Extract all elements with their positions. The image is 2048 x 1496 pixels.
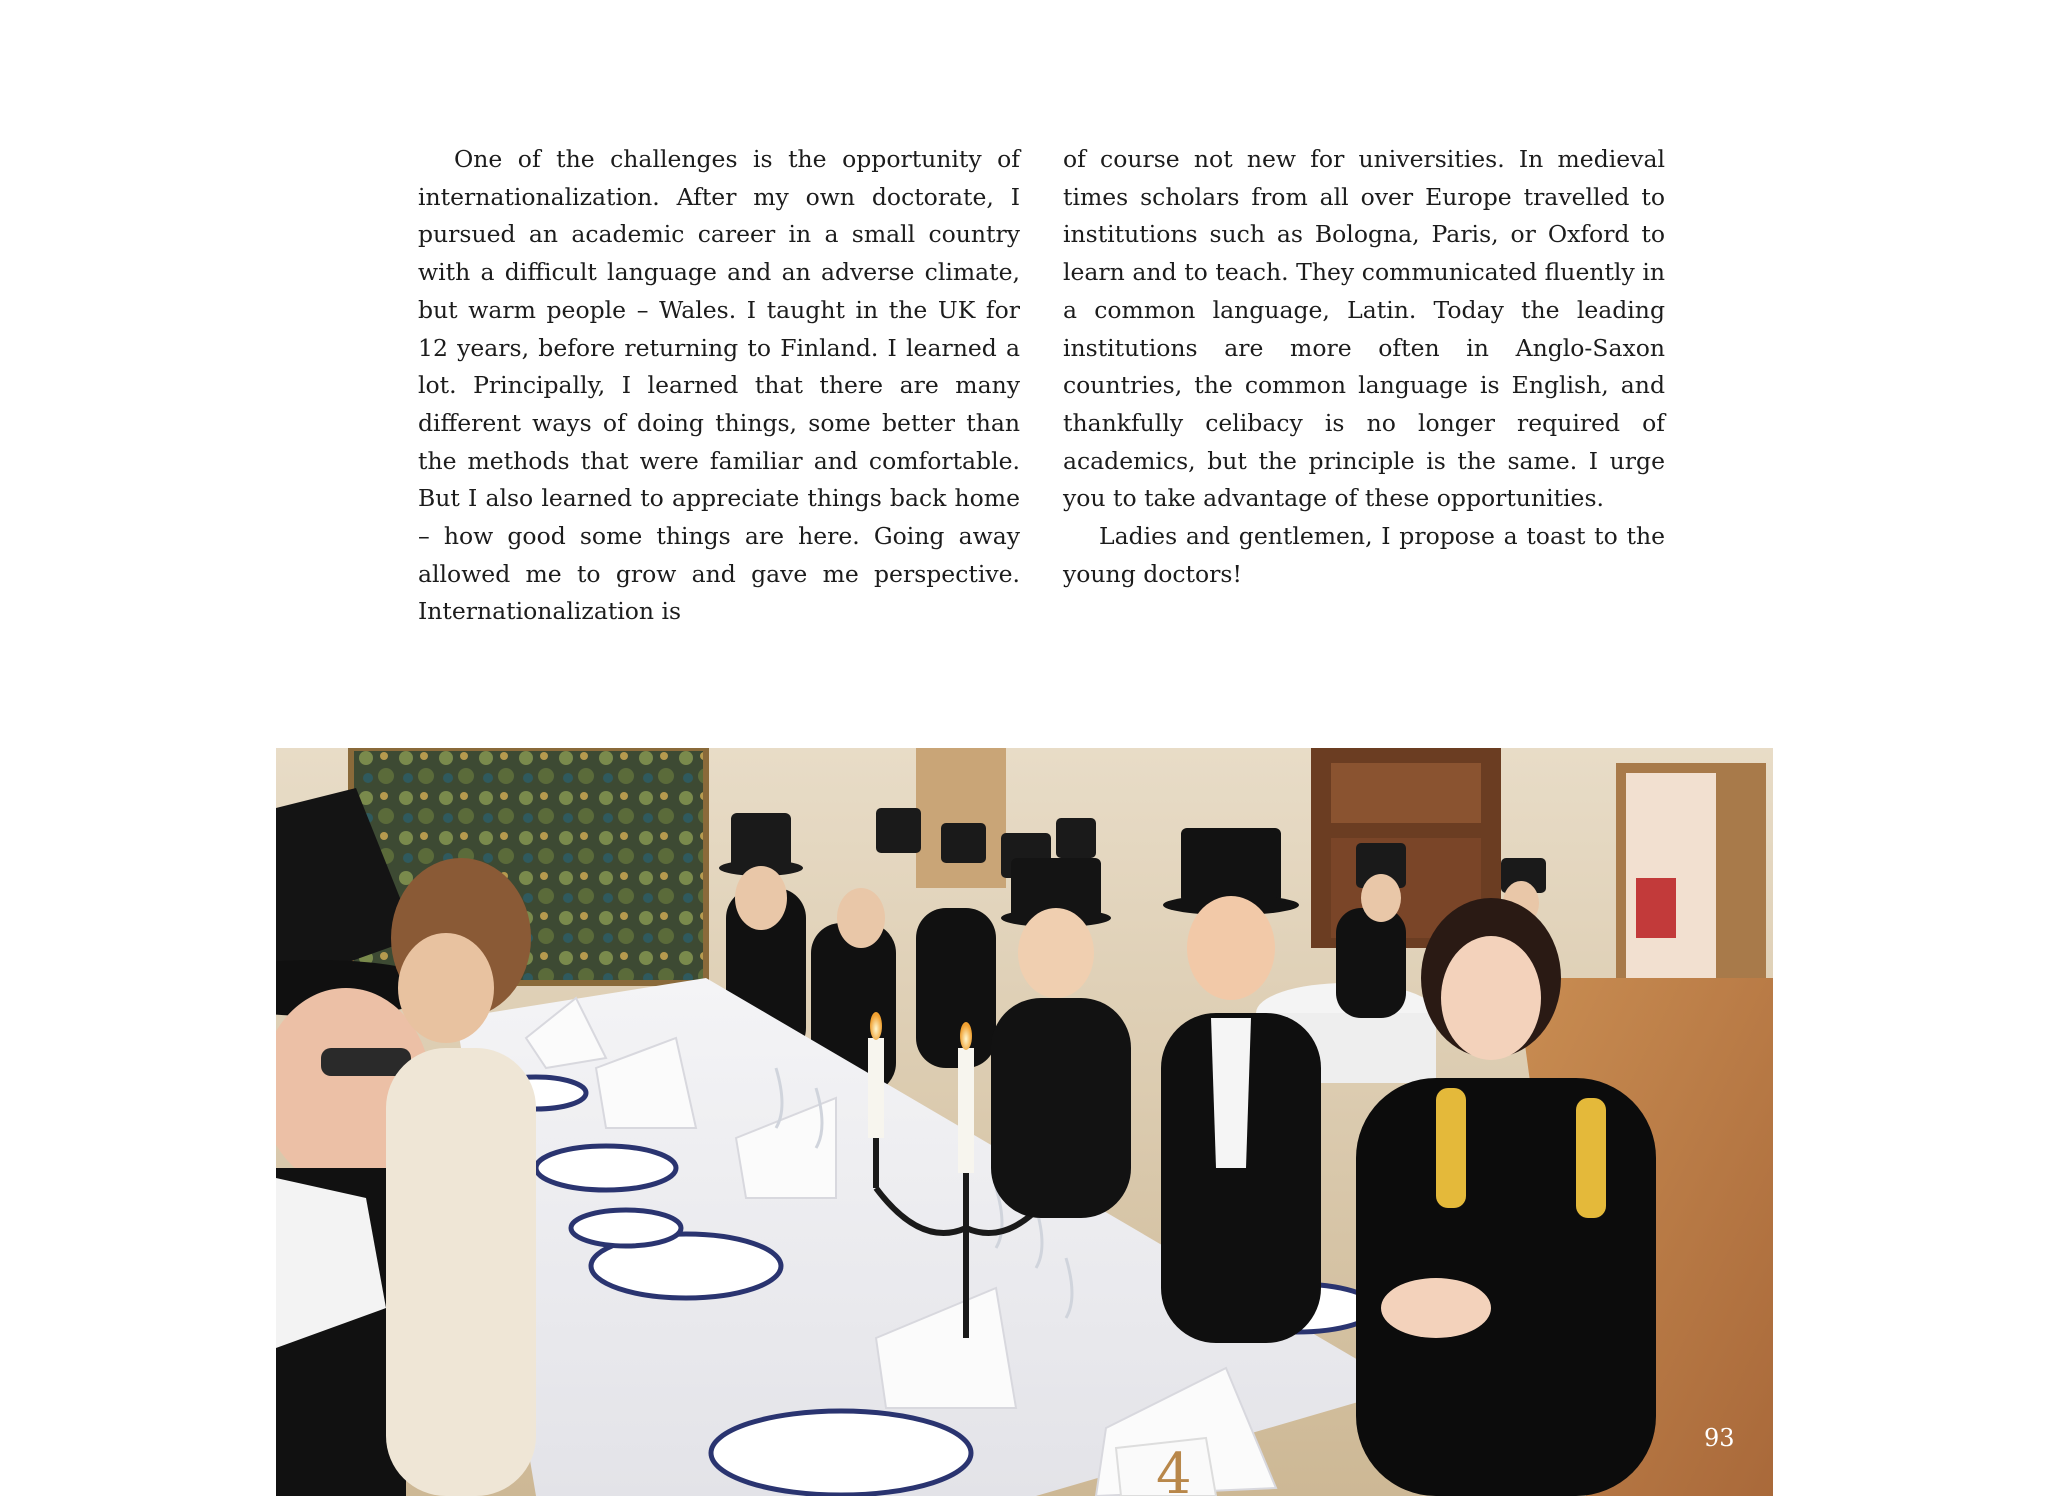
body-paragraph: Ladies and gentlemen, I propose a toast to the young doctors! — [1063, 522, 1665, 588]
banquet-photo — [276, 748, 1773, 1496]
body-paragraph: of course not new for universities. In medieval times scholars from all over Europe travelled to institutions such as Bologna, Paris, or Oxford to learn and to teach. They communicated fluently in a common language, Latin. Today the leading institutions are more often in Anglo-Saxon countries, the common language is English, and thankfully celibacy is no longer required of academics, but the principle is the same. I urge you to take advantage of these opportunities. — [1063, 145, 1665, 513]
text-column-right — [1063, 141, 1665, 593]
table-card-number: 4 — [1156, 1442, 1192, 1496]
body-paragraph: One of the challenges is the opportunity of internationalization. After my own doctorate, I pursued an academic career in a small country with a difficult language and an adverse climate, but warm people – Wales. I taught in the UK for 12 years, before returning to Finland. I learned a lot. Principally, I learned that there are many different ways of doing things, some better than the methods that were familiar and comfortable. But I also learned to appreciate things back home – how good some things are here. Going away allowed me to grow and gave me perspective. Internationalization is — [418, 145, 1020, 626]
page-number: 93 — [1704, 1424, 1735, 1452]
text-column-left — [418, 141, 1020, 631]
